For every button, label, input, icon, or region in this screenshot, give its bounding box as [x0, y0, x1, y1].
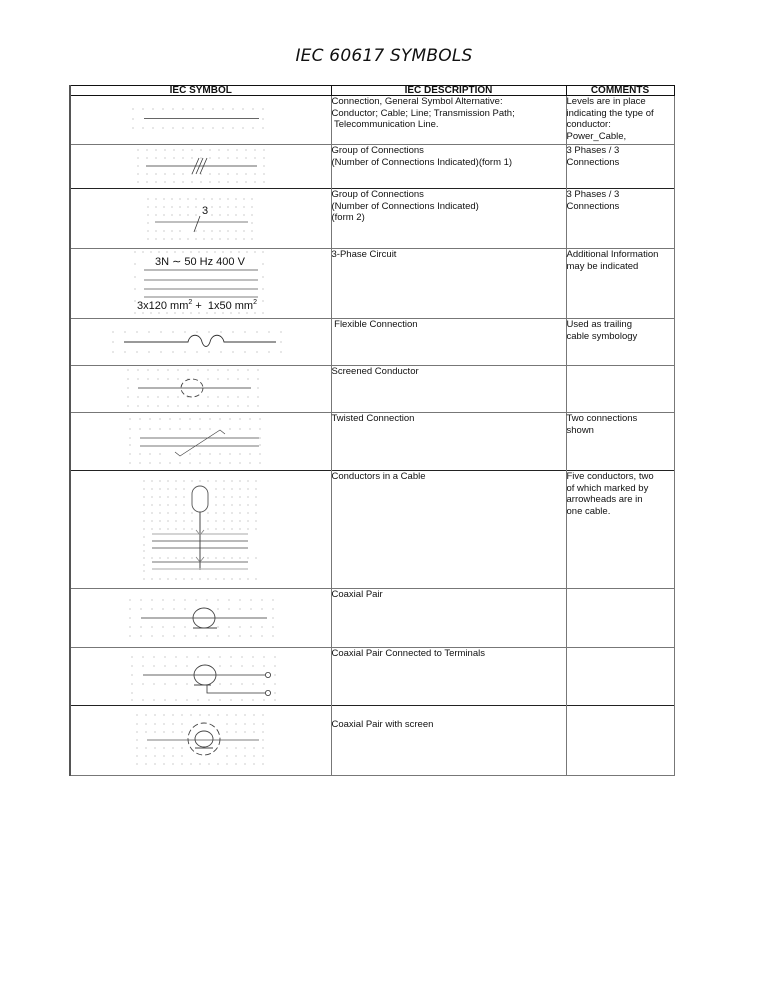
description-cell: [331, 706, 566, 776]
header-iec-symbol: IEC SYMBOL: [70, 86, 331, 96]
description-cell: [331, 189, 566, 249]
description-line: Telecommunication Line.: [331, 119, 439, 130]
description-line: (Number of Connections Indicated): [331, 200, 479, 212]
group-connections-form2-symbol-icon: [71, 189, 332, 247]
comment-cell: [566, 413, 674, 471]
comment-line: Two connections: [566, 413, 638, 424]
description-cell: [331, 145, 566, 189]
comment-cell: [566, 648, 674, 706]
description-line: (form 2): [331, 212, 365, 223]
comment-line: shown: [566, 424, 594, 436]
comment-cell: [566, 189, 674, 249]
symbol-cell: [70, 145, 331, 189]
table-row: [70, 413, 674, 471]
twisted-connection-symbol-icon: [71, 413, 332, 469]
comment-line: may be indicated: [566, 260, 639, 272]
comment-line: 3 Phases / 3: [566, 189, 620, 200]
description-line: (Number of Connections Indicated)(form 1): [331, 156, 513, 168]
comment-cell: [566, 145, 674, 189]
description-line: Conductor; Cable; Line; Transmission Path;: [331, 107, 515, 119]
comment-line: Five conductors, two: [566, 471, 654, 482]
table-row: [70, 96, 674, 145]
comment-cell: [566, 471, 674, 589]
symbol-cell: [70, 706, 331, 776]
table-row: [70, 706, 674, 776]
description-line: Twisted Connection: [331, 413, 415, 424]
comment-cell: [566, 96, 674, 145]
cable-spec-label: 3x120 $mm^2 + 1x50$ $mm^2$: [137, 299, 257, 312]
comment-cell: [566, 366, 674, 413]
comment-line: indicating the type of: [566, 107, 654, 119]
screened-conductor-symbol-icon: [71, 366, 332, 412]
symbols-table: [69, 85, 675, 776]
description-line: Coaxial Pair Connected to Terminals: [331, 648, 485, 659]
description-line: 3-Phase Circuit: [331, 249, 397, 260]
comment-line: 3 Phases / 3: [566, 145, 620, 156]
table-row: [70, 471, 674, 589]
comment-cell: [566, 706, 674, 776]
symbol-cell: [70, 189, 331, 249]
symbol-cell: [70, 413, 331, 471]
description-cell: [331, 413, 566, 471]
flexible-connection-symbol-icon: [71, 319, 332, 365]
connection-line-symbol-icon: [71, 96, 332, 144]
symbol-cell: [70, 249, 331, 319]
description-line: Flexible Connection: [331, 319, 418, 330]
table-row: [70, 249, 674, 319]
three-phase-circuit-symbol-icon: [71, 249, 332, 317]
coaxial-pair-screen-symbol-icon: [71, 706, 332, 774]
header-comments: COMMENTS: [566, 86, 674, 96]
table-row: [70, 319, 674, 366]
description-line: Screened Conductor: [331, 366, 419, 377]
comment-line: arrowheads are in: [566, 494, 643, 505]
description-cell: [331, 648, 566, 706]
document-title: IEC 60617 SYMBOLS: [295, 46, 473, 66]
group-connections-form1-symbol-icon: [71, 145, 332, 188]
description-cell: [331, 319, 566, 366]
symbol-cell: [70, 471, 331, 589]
comment-line: conductor:: [566, 119, 611, 130]
comment-line: Levels are in place: [566, 96, 646, 107]
table-row: [70, 189, 674, 249]
description-line: Coaxial Pair: [331, 589, 383, 600]
description-line: Coaxial Pair with screen: [331, 719, 434, 730]
comment-cell: [566, 249, 674, 319]
table-row: [70, 366, 674, 413]
coaxial-pair-terminals-symbol-icon: [71, 648, 332, 705]
symbol-cell: [70, 366, 331, 413]
table-row: [70, 648, 674, 706]
description-cell: [331, 96, 566, 145]
comment-cell: [566, 319, 674, 366]
description-cell: [331, 471, 566, 589]
comment-line: Used as trailing: [566, 319, 632, 330]
symbol-cell: [70, 648, 331, 706]
description-cell: [331, 589, 566, 648]
comment-line: Connections: [566, 200, 620, 212]
table-row: [70, 145, 674, 189]
description-cell: [331, 366, 566, 413]
comment-line: Power_Cable,: [566, 130, 627, 142]
comment-cell: [566, 589, 674, 648]
description-line: Conductors in a Cable: [331, 471, 426, 482]
comment-line: Additional Information: [566, 249, 659, 260]
comment-line: Connections: [566, 156, 620, 168]
coaxial-pair-symbol-icon: [71, 589, 332, 647]
header-iec-description: IEC DESCRIPTION: [331, 86, 566, 96]
comment-line: one cable.: [566, 505, 611, 517]
comment-line: of which marked by: [566, 482, 649, 494]
symbol-cell: [70, 96, 331, 145]
comment-line: cable symbology: [566, 330, 638, 342]
symbol-cell: [70, 319, 331, 366]
table-header-row: [70, 86, 674, 96]
symbol-cell: [70, 589, 331, 648]
description-cell: [331, 249, 566, 319]
description-line: Connection, General Symbol Alternative:: [331, 96, 503, 107]
conductors-in-cable-symbol-icon: [71, 471, 332, 587]
connection-count-label: 3: [202, 205, 209, 217]
circuit-spec-label: 3N ∼ 50 Hz 400 V: [155, 256, 245, 268]
description-line: Group of Connections: [331, 189, 424, 200]
description-line: Group of Connections: [331, 145, 424, 156]
table-row: [70, 589, 674, 648]
